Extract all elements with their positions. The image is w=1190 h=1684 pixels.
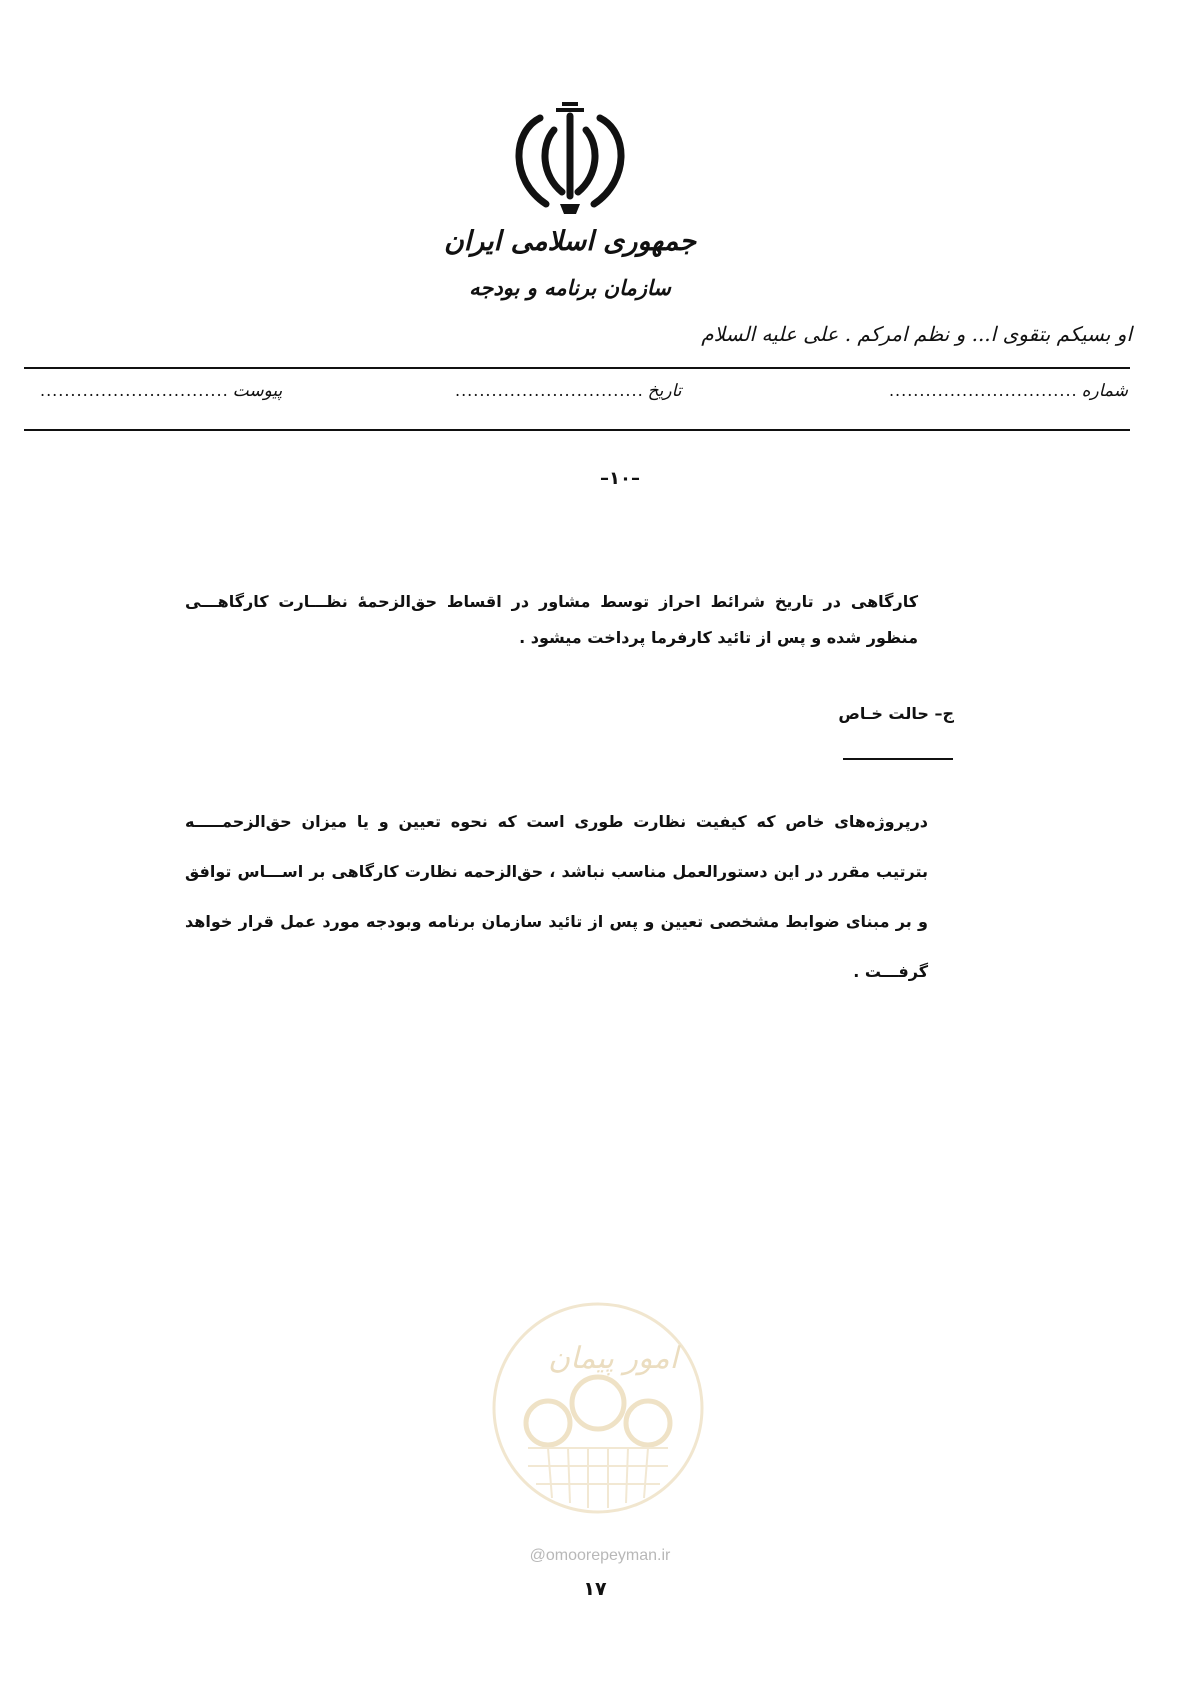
- body-paragraph-1: کارگاهی در تاریخ شرائط احراز توسط مشاور در اقساط حق‌الزحمهٔ نظـــارت کارگاهـــی منظور شده و پس از تائید کارفرما پرداخت میشود .: [185, 592, 918, 647]
- heading-underline: [843, 758, 953, 760]
- number-label: شماره: [1081, 381, 1128, 401]
- number-field: [889, 381, 1128, 401]
- body-paragraph-2: درپروژه‌های خاص که کیفیت نظارت طوری است که نحوه تعیین و یا میزان حق‌الزحمـــــه بترتیب مقرر در این دستورالعمل مناسب نباشد ، حق‌الزحمه نظارت کارگاهی بر اســـاس توافق و بر مبنای ضوابط مشخصی تعیین و پس از تائید سازمان برنامه وبودجه مورد عمل قرار خواهد گرفـــت .: [185, 812, 928, 981]
- org-name-budget: سازمان برنامه و بودجه: [469, 275, 671, 300]
- page-marker: –۱۰–: [600, 468, 640, 489]
- date-label: تاریخ: [647, 381, 682, 401]
- iran-emblem-icon: [500, 100, 640, 220]
- attachment-field: [40, 381, 282, 401]
- date-field: [455, 381, 682, 401]
- header-divider-bottom: [24, 429, 1130, 431]
- watermark-brand: امور پیمان: [548, 1341, 678, 1376]
- date-dots: ...............................: [455, 381, 644, 400]
- org-name-republic: جمهوری اسلامی ایران: [443, 226, 697, 257]
- number-dots: ...............................: [888, 381, 1078, 400]
- watermark-site: @omoorepeyman.ir: [529, 1547, 671, 1564]
- attachment-dots: ...............................: [40, 381, 229, 400]
- page-number: ۱۷: [583, 1578, 607, 1600]
- basmala-quote: او بسیکم بتقوی ا... و نظم امرکم . علی علیه السلام: [701, 322, 1132, 346]
- section-heading: ج– حالت خـاص: [838, 704, 954, 723]
- header-divider-top: [24, 367, 1130, 369]
- attachment-label: پیوست: [232, 381, 283, 401]
- watermark-seal-icon: [488, 1298, 708, 1518]
